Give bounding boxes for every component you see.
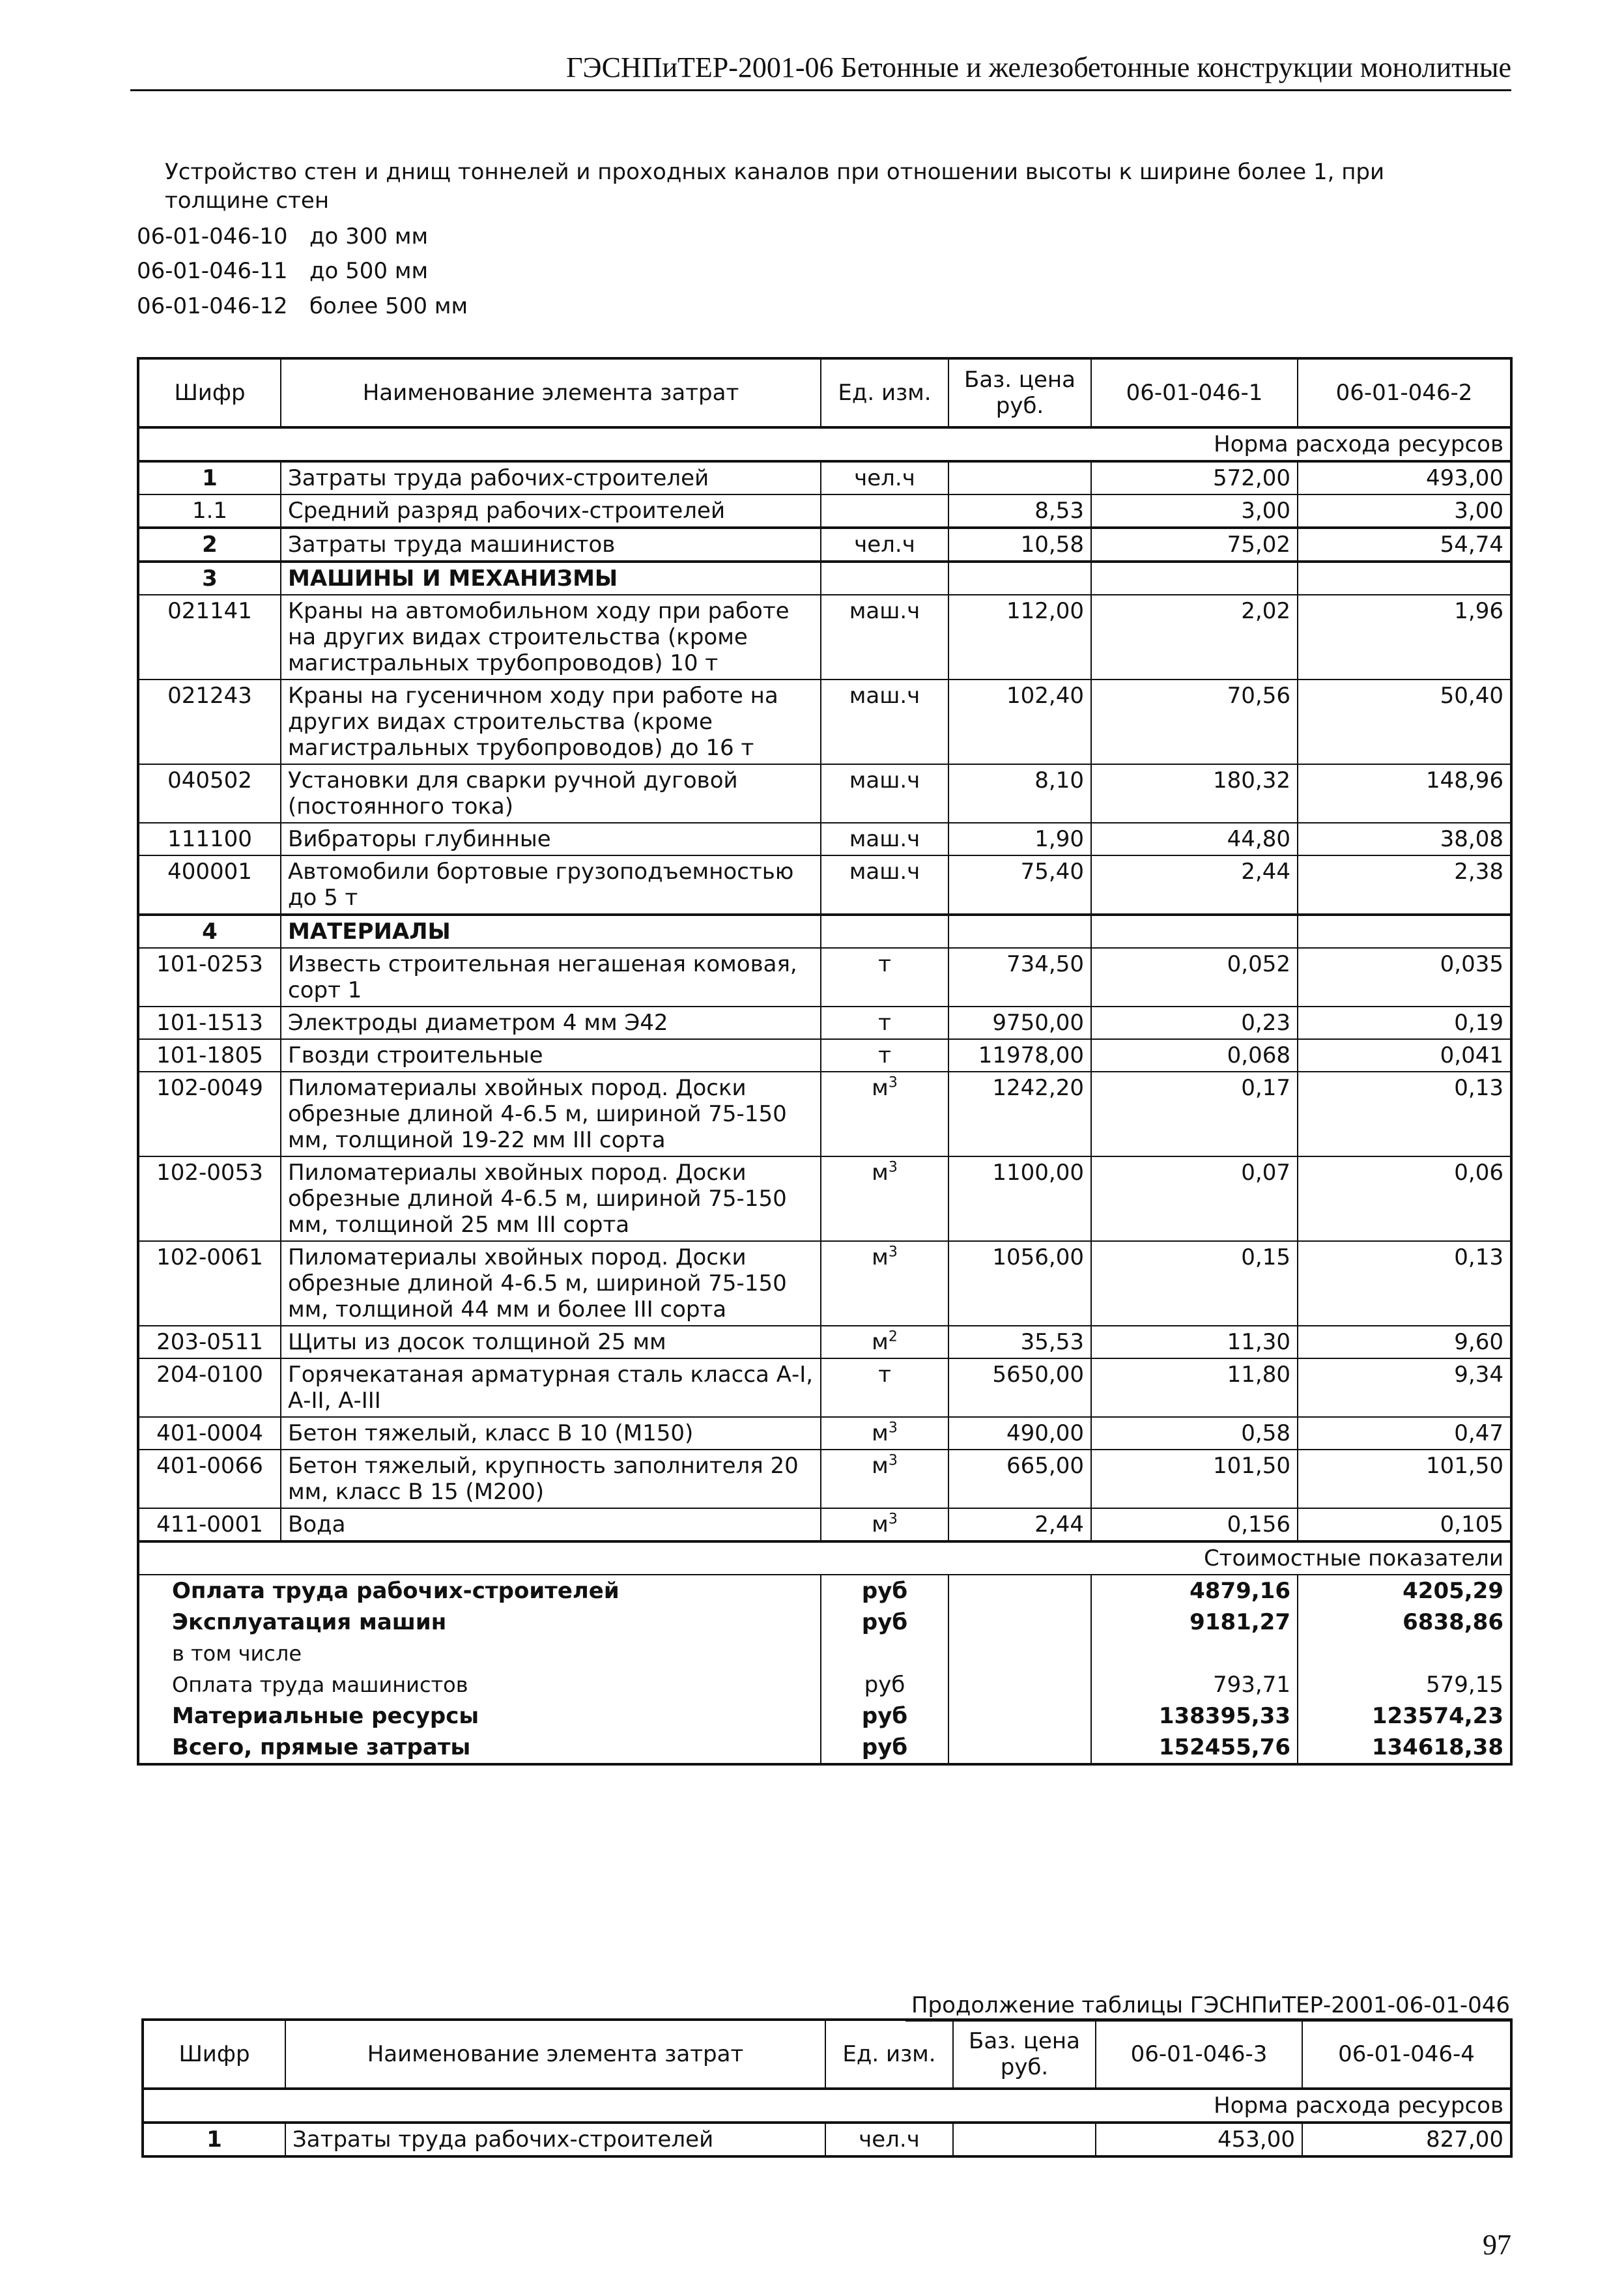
row-name: Краны на автомобильном ходу при работе на других видах строительства (кроме магистральных трубопроводов) 10 т: [281, 595, 821, 680]
row-code: 101-1513: [138, 1007, 281, 1039]
row-value-1: 0,07: [1091, 1156, 1298, 1241]
row-code: 040502: [138, 764, 281, 823]
row-name: Установки для сварки ручной дуговой (постоянного тока): [281, 764, 821, 823]
summary-value-1: [1091, 1638, 1298, 1669]
row-value-1: 101,50: [1091, 1450, 1298, 1508]
row-unit: [821, 1007, 948, 1039]
row-code: 021141: [138, 595, 281, 680]
row-name: Вибраторы глубинные: [281, 823, 821, 855]
summary-price: [948, 1607, 1091, 1638]
row-name: Гвозди строительные: [281, 1039, 821, 1072]
row-name: Горячекатаная арматурная сталь класса А-I, А-II, А-III: [281, 1358, 821, 1417]
table-row: [138, 1007, 1511, 1039]
row-price: 75,40: [948, 855, 1091, 915]
row-value-2: [1298, 915, 1511, 948]
row-value-1: 0,068: [1091, 1039, 1298, 1072]
row-price: 102,40: [948, 680, 1091, 764]
row-unit-text: маш.ч: [849, 859, 920, 885]
row-value-2: 9,34: [1298, 1358, 1511, 1417]
row-value-2: 2,38: [1298, 855, 1511, 915]
summary-name: Оплата труда машинистов: [138, 1669, 821, 1700]
summary-unit: руб: [821, 1732, 948, 1764]
row-value-2: 9,60: [1298, 1326, 1511, 1358]
summary-row: [138, 1732, 1511, 1764]
table-row: [138, 1508, 1511, 1541]
row-price: 8,53: [948, 494, 1091, 528]
table-row: [138, 823, 1511, 855]
row-value-1: 180,32: [1091, 764, 1298, 823]
row-value-2: 0,06: [1298, 1156, 1511, 1241]
row-value-1: 0,17: [1091, 1072, 1298, 1156]
row-value-1: 0,58: [1091, 1417, 1298, 1450]
row-price: 5650,00: [948, 1358, 1091, 1417]
cont-header-col1: 06-01-046-3: [1096, 2020, 1302, 2089]
row-unit-sup: 3: [888, 1511, 898, 1528]
header-col2: 06-01-046-2: [1298, 358, 1511, 427]
row-value-1: 0,23: [1091, 1007, 1298, 1039]
table-row: [138, 562, 1511, 595]
summary-name: Материальные ресурсы: [138, 1700, 821, 1732]
table-row: [138, 1417, 1511, 1450]
row-code: 1: [138, 461, 281, 494]
table-row: [138, 1450, 1511, 1508]
row-unit-text: м: [872, 1160, 889, 1186]
row-name: Пиломатериалы хвойных пород. Доски обрезные длиной 4-6.5 м, шириной 75-150 мм, толщиной 19-22 мм III сорта: [281, 1072, 821, 1156]
table-row: [138, 1326, 1511, 1358]
row-unit-text: маш.ч: [849, 683, 920, 709]
row-price: 9750,00: [948, 1007, 1091, 1039]
table-row: [138, 1156, 1511, 1241]
row-unit: [821, 595, 948, 680]
variant-code: 06-01-046-11: [137, 258, 288, 284]
continuation-table: [141, 2018, 1513, 2158]
row-code: 101-0253: [138, 948, 281, 1007]
row-unit: [821, 1241, 948, 1326]
variant-code: 06-01-046-10: [137, 223, 288, 250]
variant-item: [137, 258, 723, 287]
row-price: 11978,00: [948, 1039, 1091, 1072]
row-name: МАШИНЫ И МЕХАНИЗМЫ: [281, 562, 821, 595]
row-unit: [821, 1072, 948, 1156]
row-value-1: 11,30: [1091, 1326, 1298, 1358]
summary-value-1: 152455,76: [1091, 1732, 1298, 1764]
summary-value-1: 9181,27: [1091, 1607, 1298, 1638]
row-name: Затраты труда рабочих-строителей: [281, 461, 821, 494]
row-value-2: 0,47: [1298, 1417, 1511, 1450]
row-value-2: 1,96: [1298, 595, 1511, 680]
cont-row-price: [953, 2123, 1096, 2156]
summary-unit: [821, 1638, 948, 1669]
table-row: [138, 595, 1511, 680]
variant-desc: до 300 мм: [309, 223, 429, 250]
summary-row: [138, 1669, 1511, 1700]
variant-desc: до 500 мм: [309, 258, 429, 284]
row-unit: [821, 915, 948, 948]
row-code: 111100: [138, 823, 281, 855]
header-code: Шифр: [138, 358, 281, 427]
row-unit: [821, 1326, 948, 1358]
row-unit: [821, 1450, 948, 1508]
summary-value-1: 138395,33: [1091, 1700, 1298, 1732]
summary-name: Всего, прямые затраты: [138, 1732, 821, 1764]
row-code: 021243: [138, 680, 281, 764]
summary-value-2: 6838,86: [1298, 1607, 1511, 1638]
summary-value-2: 123574,23: [1298, 1700, 1511, 1732]
cost-label: Стоимостные показатели: [138, 1541, 1511, 1575]
summary-unit: руб: [821, 1700, 948, 1732]
row-unit-text: т: [878, 1042, 891, 1068]
variant-item: [137, 223, 723, 252]
row-value-2: 148,96: [1298, 764, 1511, 823]
row-value-2: 0,19: [1298, 1007, 1511, 1039]
row-price: [948, 461, 1091, 494]
row-unit: [821, 562, 948, 595]
row-value-1: 0,052: [1091, 948, 1298, 1007]
row-price: 490,00: [948, 1417, 1091, 1450]
row-code: 400001: [138, 855, 281, 915]
row-value-2: 3,00: [1298, 494, 1511, 528]
row-value-2: 50,40: [1298, 680, 1511, 764]
row-unit: [821, 528, 948, 562]
row-unit: [821, 1358, 948, 1417]
row-value-2: [1298, 562, 1511, 595]
summary-value-2: 579,15: [1298, 1669, 1511, 1700]
summary-unit: руб: [821, 1607, 948, 1638]
row-code: 401-0066: [138, 1450, 281, 1508]
table-row: [138, 1039, 1511, 1072]
row-price: 1,90: [948, 823, 1091, 855]
row-code: 203-0511: [138, 1326, 281, 1358]
cont-header-price: Баз. цена руб.: [953, 2020, 1096, 2089]
row-value-2: 0,035: [1298, 948, 1511, 1007]
row-value-2: 493,00: [1298, 461, 1511, 494]
summary-price: [948, 1638, 1091, 1669]
row-price: 665,00: [948, 1450, 1091, 1508]
summary-price: [948, 1732, 1091, 1764]
row-unit-text: м: [872, 1075, 889, 1101]
row-value-2: 0,041: [1298, 1039, 1511, 1072]
summary-name: в том числе: [138, 1638, 821, 1669]
row-name: Вода: [281, 1508, 821, 1541]
row-unit-text: маш.ч: [849, 598, 920, 624]
row-price: [948, 915, 1091, 948]
cont-header-code: Шифр: [143, 2020, 285, 2089]
row-unit-sup: 3: [888, 1074, 898, 1091]
row-unit: [821, 1417, 948, 1450]
row-value-1: 2,02: [1091, 595, 1298, 680]
cont-row-value-1: 453,00: [1096, 2123, 1302, 2156]
row-name: Известь строительная негашеная комовая, сорт 1: [281, 948, 821, 1007]
row-price: 734,50: [948, 948, 1091, 1007]
summary-price: [948, 1700, 1091, 1732]
row-value-1: 0,156: [1091, 1508, 1298, 1541]
row-unit-text: м: [872, 1453, 889, 1479]
row-name: Автомобили бортовые грузоподъемностью до 5 т: [281, 855, 821, 915]
row-code: 2: [138, 528, 281, 562]
row-name: Щиты из досок толщиной 25 мм: [281, 1326, 821, 1358]
row-unit-sup: 3: [888, 1159, 898, 1176]
row-code: 101-1805: [138, 1039, 281, 1072]
row-price: 8,10: [948, 764, 1091, 823]
row-price: 1056,00: [948, 1241, 1091, 1326]
row-unit: [821, 1039, 948, 1072]
norm-label: Норма расхода ресурсов: [138, 427, 1511, 461]
row-unit-text: т: [878, 1362, 891, 1388]
row-value-1: 70,56: [1091, 680, 1298, 764]
row-name: Краны на гусеничном ходу при работе на других видах строительства (кроме магистральных трубопроводов) до 16 т: [281, 680, 821, 764]
row-name: Пиломатериалы хвойных пород. Доски обрезные длиной 4-6.5 м, шириной 75-150 мм, толщиной 25 мм III сорта: [281, 1156, 821, 1241]
row-price: 2,44: [948, 1508, 1091, 1541]
resource-table: [137, 357, 1513, 1766]
continuation-title: Продолжение таблицы ГЭСНПиТЕР-2001-06-01-046: [905, 1992, 1510, 2022]
section-intro: Устройство стен и днищ тоннелей и проходных каналов при отношении высоты к ширине более 1, при толщине стен: [165, 159, 1385, 214]
cont-table-row: [143, 2123, 1511, 2156]
cont-norm-label: Норма расхода ресурсов: [143, 2089, 1511, 2123]
row-unit-text: т: [878, 951, 891, 977]
row-unit-text: м: [872, 1244, 889, 1270]
cont-header-name: Наименование элемента затрат: [285, 2020, 825, 2089]
row-name: Средний разряд рабочих-строителей: [281, 494, 821, 528]
table-row: [138, 855, 1511, 915]
row-code: 102-0053: [138, 1156, 281, 1241]
cont-row-code: 1: [143, 2123, 285, 2156]
row-code: 3: [138, 562, 281, 595]
summary-value-2: 134618,38: [1298, 1732, 1511, 1764]
row-unit-sup: 3: [888, 1452, 898, 1469]
row-price: 1100,00: [948, 1156, 1091, 1241]
summary-value-2: [1298, 1638, 1511, 1669]
table-row: [138, 680, 1511, 764]
row-value-1: 3,00: [1091, 494, 1298, 528]
table-row: [138, 1358, 1511, 1417]
row-code: 1.1: [138, 494, 281, 528]
row-code: 4: [138, 915, 281, 948]
summary-name: Эксплуатация машин: [138, 1607, 821, 1638]
table-row: [138, 528, 1511, 562]
table-row: [138, 764, 1511, 823]
row-price: 112,00: [948, 595, 1091, 680]
variant-desc: более 500 мм: [309, 293, 468, 319]
row-value-2: 101,50: [1298, 1450, 1511, 1508]
row-name: Затраты труда машинистов: [281, 528, 821, 562]
row-code: 204-0100: [138, 1358, 281, 1417]
summary-unit: руб: [821, 1575, 948, 1607]
row-value-2: 0,13: [1298, 1072, 1511, 1156]
row-value-2: 0,105: [1298, 1508, 1511, 1541]
row-value-1: 0,15: [1091, 1241, 1298, 1326]
summary-row: [138, 1638, 1511, 1669]
header-unit: Ед. изм.: [821, 358, 948, 427]
page-number: 97: [1483, 2229, 1511, 2261]
row-value-1: 11,80: [1091, 1358, 1298, 1417]
row-name: Бетон тяжелый, крупность заполнителя 20 мм, класс В 15 (М200): [281, 1450, 821, 1508]
row-value-1: 44,80: [1091, 823, 1298, 855]
row-unit: [821, 948, 948, 1007]
row-price: [948, 562, 1091, 595]
row-price: 10,58: [948, 528, 1091, 562]
row-code: 102-0061: [138, 1241, 281, 1326]
page-header: ГЭСНПиТЕР-2001-06 Бетонные и железобетонные конструкции монолитные: [130, 51, 1511, 91]
row-value-1: 75,02: [1091, 528, 1298, 562]
summary-row: [138, 1700, 1511, 1732]
row-unit-text: чел.ч: [854, 465, 915, 491]
row-value-2: 54,74: [1298, 528, 1511, 562]
row-unit-text: маш.ч: [849, 767, 920, 794]
summary-price: [948, 1669, 1091, 1700]
row-unit: [821, 494, 948, 528]
table-row: [138, 1241, 1511, 1326]
cont-header-unit: Ед. изм.: [825, 2020, 953, 2089]
cont-header-col2: 06-01-046-4: [1302, 2020, 1511, 2089]
variant-code: 06-01-046-12: [137, 293, 288, 319]
summary-value-1: 4879,16: [1091, 1575, 1298, 1607]
row-unit-sup: 3: [888, 1420, 898, 1437]
summary-name: Оплата труда рабочих-строителей: [138, 1575, 821, 1607]
table-row: [138, 1072, 1511, 1156]
summary-row: [138, 1575, 1511, 1607]
row-price: 1242,20: [948, 1072, 1091, 1156]
row-unit: [821, 1508, 948, 1541]
table-row: [138, 461, 1511, 494]
row-code: 102-0049: [138, 1072, 281, 1156]
row-code: 411-0001: [138, 1508, 281, 1541]
row-unit: [821, 855, 948, 915]
header-name: Наименование элемента затрат: [281, 358, 821, 427]
row-unit-text: чел.ч: [854, 532, 915, 558]
row-unit-text: т: [878, 1010, 891, 1036]
cont-row-unit: чел.ч: [825, 2123, 953, 2156]
row-name: Электроды диаметром 4 мм Э42: [281, 1007, 821, 1039]
row-unit: [821, 461, 948, 494]
row-unit: [821, 764, 948, 823]
row-value-1: 572,00: [1091, 461, 1298, 494]
summary-value-2: 4205,29: [1298, 1575, 1511, 1607]
cont-row-value-2: 827,00: [1302, 2123, 1511, 2156]
row-unit: [821, 1156, 948, 1241]
row-unit: [821, 823, 948, 855]
cost-label-row: [138, 1541, 1511, 1575]
header-price: Баз. цена руб.: [948, 358, 1091, 427]
row-name: Бетон тяжелый, класс В 10 (М150): [281, 1417, 821, 1450]
header-col1: 06-01-046-1: [1091, 358, 1298, 427]
row-unit-text: м: [872, 1329, 889, 1355]
cont-row-name: Затраты труда рабочих-строителей: [285, 2123, 825, 2156]
table-row: [138, 948, 1511, 1007]
row-value-2: 38,08: [1298, 823, 1511, 855]
row-unit-text: м: [872, 1420, 889, 1446]
row-value-2: 0,13: [1298, 1241, 1511, 1326]
row-unit-text: маш.ч: [849, 826, 920, 852]
row-name: Пиломатериалы хвойных пород. Доски обрезные длиной 4-6.5 м, шириной 75-150 мм, толщиной 44 мм и более III сорта: [281, 1241, 821, 1326]
row-price: 35,53: [948, 1326, 1091, 1358]
summary-value-1: 793,71: [1091, 1669, 1298, 1700]
row-unit: [821, 680, 948, 764]
row-value-1: [1091, 915, 1298, 948]
summary-unit: руб: [821, 1669, 948, 1700]
summary-price: [948, 1575, 1091, 1607]
summary-row: [138, 1607, 1511, 1638]
row-value-1: 2,44: [1091, 855, 1298, 915]
row-value-1: [1091, 562, 1298, 595]
row-code: 401-0004: [138, 1417, 281, 1450]
table-row: [138, 915, 1511, 948]
row-unit-sup: 3: [888, 1244, 898, 1261]
table-row: [138, 494, 1511, 528]
row-unit-sup: 2: [888, 1328, 898, 1345]
variant-item: [137, 293, 723, 322]
row-unit-text: м: [872, 1511, 889, 1538]
row-name: МАТЕРИАЛЫ: [281, 915, 821, 948]
